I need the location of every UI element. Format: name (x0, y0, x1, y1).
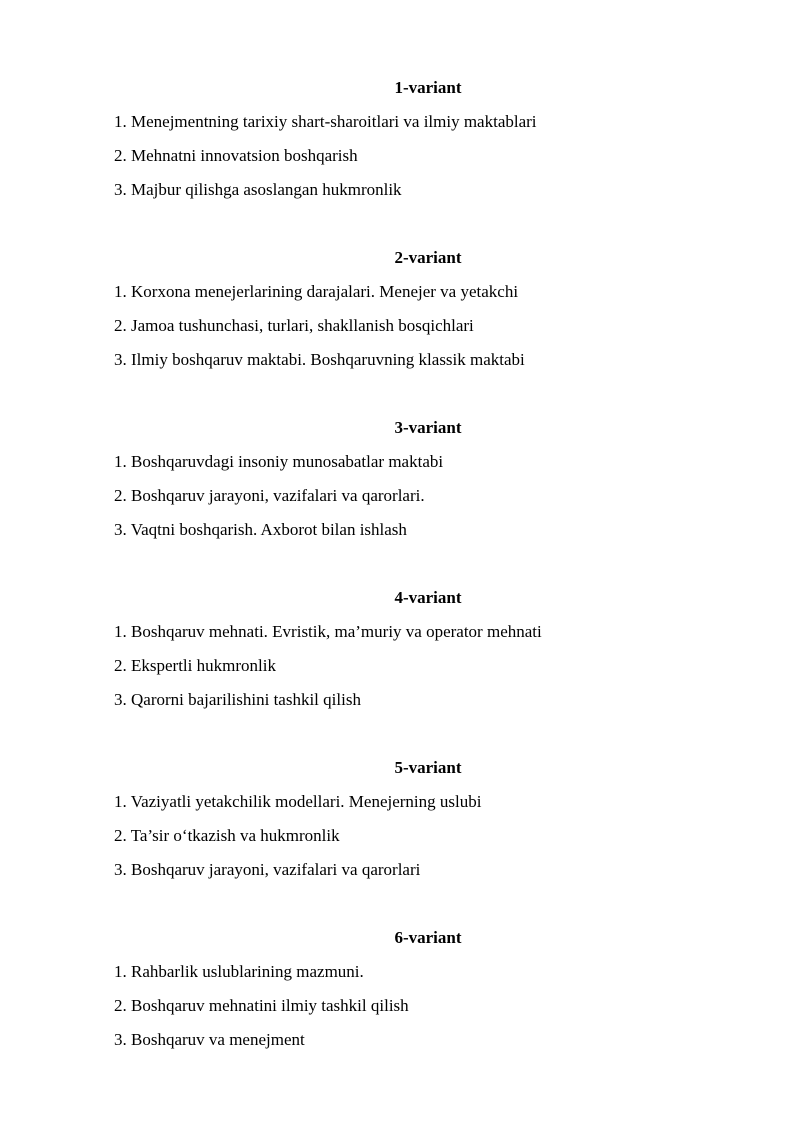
question-item: 3. Boshqaruv jarayoni, vazifalari va qarorlari (114, 860, 421, 879)
variant-heading: 2-variant (394, 248, 462, 267)
question-item: 2. Boshqaruv jarayoni, vazifalari va qarorlari. (114, 486, 425, 505)
question-item: 3. Ilmiy boshqaruv maktabi. Boshqaruvning klassik maktabi (114, 350, 525, 369)
question-item: 2. Mehnatni innovatsion boshqarish (114, 146, 358, 165)
question-item: 2. Boshqaruv mehnatini ilmiy tashkil qilish (114, 996, 409, 1015)
question-item: 3. Boshqaruv va menejment (114, 1030, 305, 1049)
question-item: 1. Boshqaruvdagi insoniy munosabatlar maktabi (114, 452, 444, 471)
variant-heading: 1-variant (394, 78, 462, 97)
question-item: 3. Majbur qilishga asoslangan hukmronlik (114, 180, 402, 199)
variant-heading: 3-variant (394, 418, 462, 437)
variant-heading: 4-variant (394, 588, 462, 607)
question-item: 2. Ekspertli hukmronlik (114, 656, 276, 675)
question-item: 1. Korxona menejerlarining darajalari. Menejer va yetakchi (114, 282, 519, 301)
question-item: 2. Ta’sir o‘tkazish va hukmronlik (114, 826, 340, 845)
variant-heading: 6-variant (394, 928, 462, 947)
question-item: 1. Vaziyatli yetakchilik modellari. Menejerning uslubi (114, 792, 482, 811)
question-item: 1. Boshqaruv mehnati. Evristik, ma’muriy va operator mehnati (114, 622, 542, 641)
question-item: 2. Jamoa tushunchasi, turlari, shakllanish bosqichlari (114, 316, 474, 335)
question-item: 1. Menejmentning tarixiy shart-sharoitlari va ilmiy maktablari (114, 112, 537, 131)
question-item: 3. Qarorni bajarilishini tashkil qilish (114, 690, 361, 709)
question-item: 3. Vaqtni boshqarish. Axborot bilan ishlash (114, 520, 407, 539)
question-item: 1. Rahbarlik uslublarining mazmuni. (114, 962, 364, 981)
variant-heading: 5-variant (394, 758, 462, 777)
